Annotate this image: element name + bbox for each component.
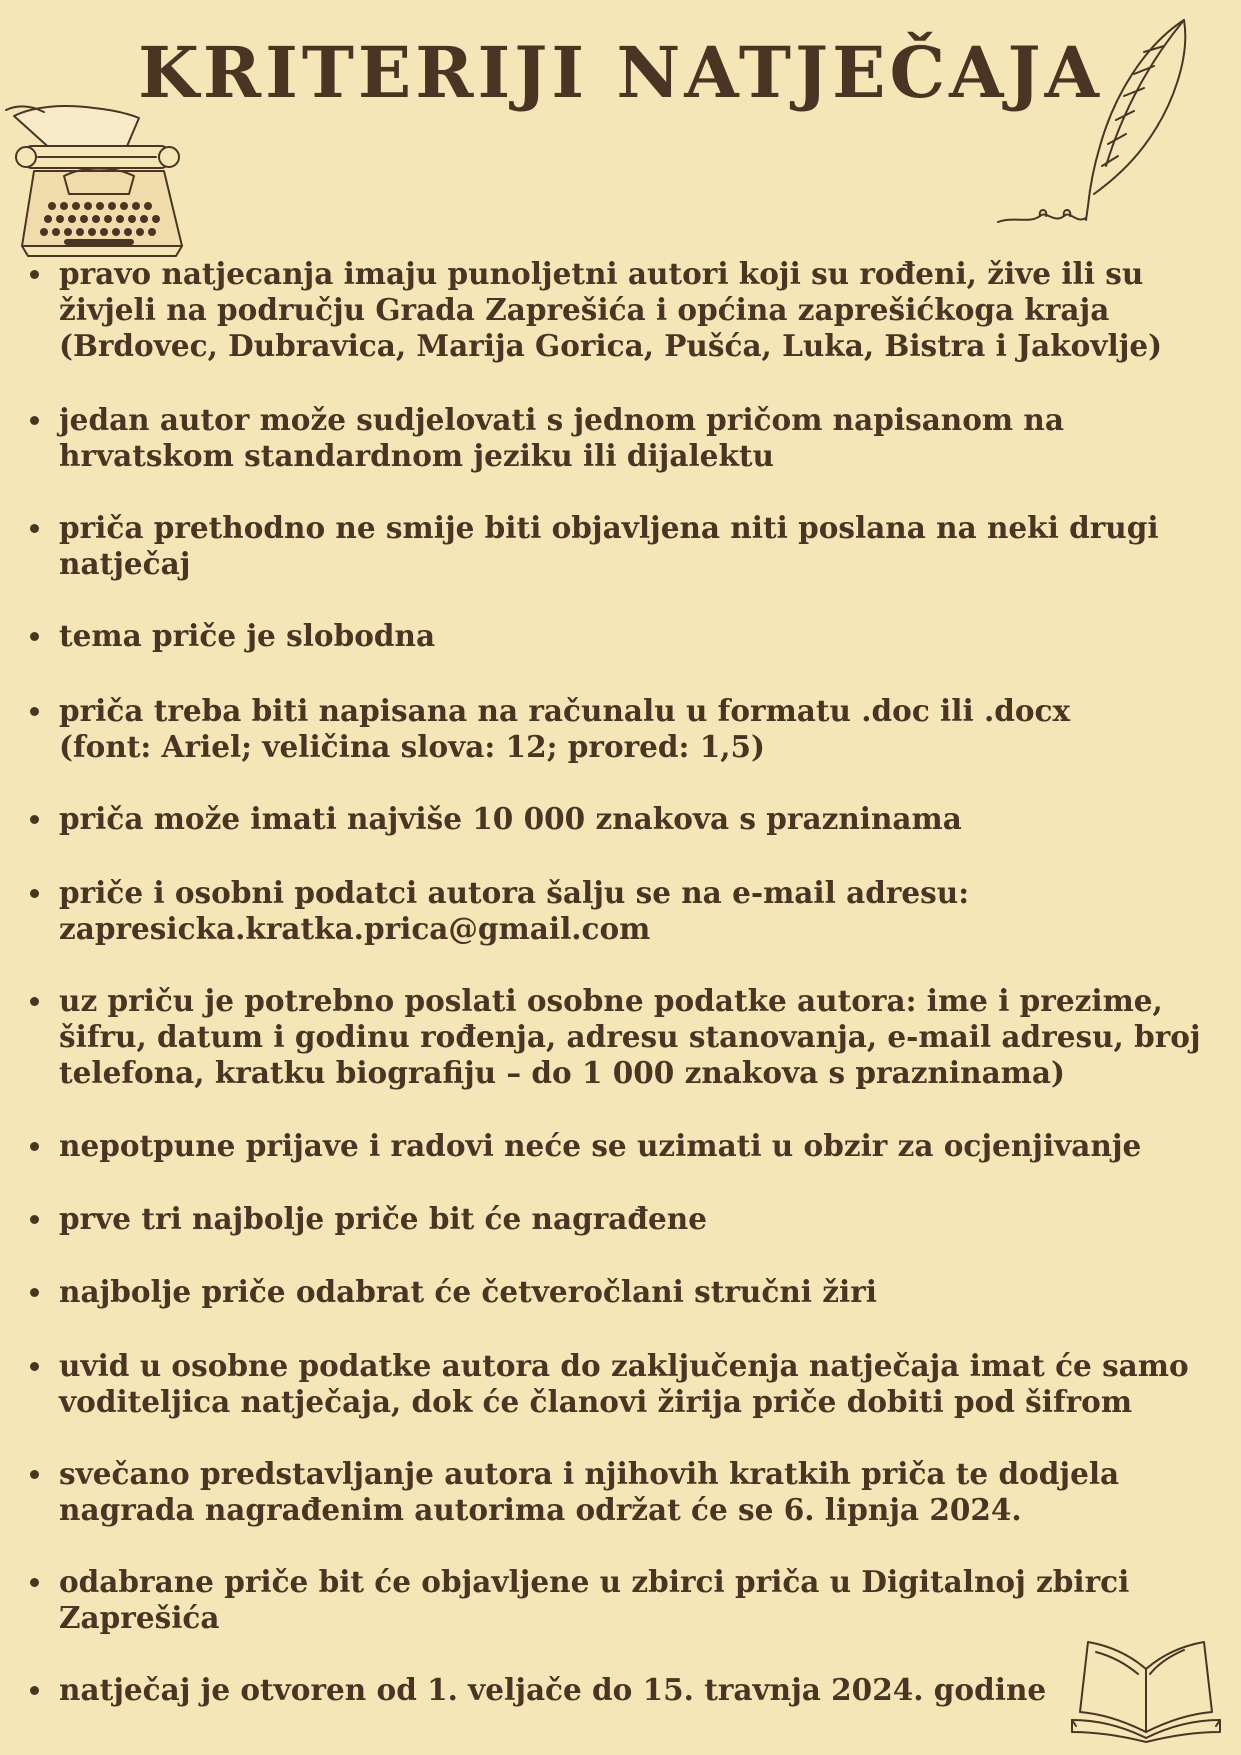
list-item-line: živjeli na području Grada Zaprešića i općina zaprešićkoga kraja: [59, 292, 1110, 327]
list-item-line: šifru, datum i godinu rođenja, adresu stanovanja, e-mail adresu, broj: [59, 1019, 1201, 1054]
list-item: [24, 1348, 1238, 1420]
list-item-line: pravo natjecanja imaju punoljetni autori koji su rođeni, žive ili su: [59, 256, 1144, 291]
list-item-line: priče i osobni podatci autora šalju se na e-mail adresu:: [59, 875, 970, 910]
list-item: [24, 875, 1238, 947]
list-item-line: hrvatskom standardnom jeziku ili dijalektu: [59, 438, 774, 473]
list-item-line: nepotpune prijave i radovi neće se uzimati u obzir za ocjenjivanje: [59, 1128, 1142, 1163]
list-item-line: priča prethodno ne smije biti objavljena niti poslana na neki drugi: [59, 510, 1159, 545]
list-item-line: uz priču je potrebno poslati osobne podatke autora: ime i prezime,: [59, 983, 1163, 1018]
list-item-line: uvid u osobne podatke autora do zaključenja natječaja imat će samo: [59, 1348, 1189, 1383]
list-item-line: priča treba biti napisana na računalu u formatu .doc ili .docx: [59, 693, 1071, 728]
list-item-line: tema priče je slobodna: [59, 618, 436, 653]
list-item: [24, 510, 1238, 582]
list-item: [24, 1128, 1238, 1164]
list-item: [24, 983, 1238, 1091]
list-item: [24, 801, 1238, 837]
list-item-line: odabrane priče bit će objavljene u zbirci priča u Digitalnoj zbirci: [59, 1564, 1130, 1599]
list-item: [24, 1274, 1238, 1310]
list-item: [24, 1456, 1238, 1528]
list-item-line: Zaprešića: [59, 1600, 220, 1635]
list-item: [24, 693, 1238, 765]
list-item-line: priča može imati najviše 10 000 znakova s prazninama: [59, 801, 962, 836]
list-item: [24, 402, 1238, 474]
list-item-line: natječaj je otvoren od 1. veljače do 15. travnja 2024. godine: [59, 1672, 1047, 1707]
list-item: [24, 256, 1238, 364]
list-item-line: telefona, kratku biografiju – do 1 000 znakova s prazninama): [59, 1055, 1065, 1090]
list-item-line: prve tri najbolje priče bit će nagrađene: [59, 1201, 708, 1236]
list-item: [24, 1672, 1238, 1708]
list-item-line: najbolje priče odabrat će četveročlani stručni žiri: [59, 1274, 877, 1309]
list-item-line: (Brdovec, Dubravica, Marija Gorica, Pušća, Luka, Bistra i Jakovlje): [59, 328, 1163, 363]
list-item: [24, 618, 1238, 654]
list-item-line: jedan autor može sudjelovati s jednom pričom napisanom na: [59, 402, 1064, 437]
page-title: KRITERIJI NATJEČAJA: [138, 31, 1103, 114]
quill-icon: [994, 16, 1194, 236]
list-item: [24, 1201, 1238, 1237]
list-item: [24, 1564, 1238, 1636]
typewriter-icon: [4, 96, 194, 266]
list-item-line: zapresicka.kratka.prica@gmail.com: [59, 911, 651, 946]
list-item-line: voditeljica natječaja, dok će članovi žirija priče dobiti pod šifrom: [59, 1384, 1133, 1419]
list-item-line: (font: Ariel; veličina slova: 12; prored: 1,5): [59, 729, 765, 764]
list-item-line: natječaj: [59, 546, 191, 581]
list-item-line: nagrada nagrađenim autorima održat će se 6. lipnja 2024.: [59, 1492, 1022, 1527]
list-item-line: svečano predstavljanje autora i njihovih kratkih priča te dodjela: [59, 1456, 1120, 1491]
